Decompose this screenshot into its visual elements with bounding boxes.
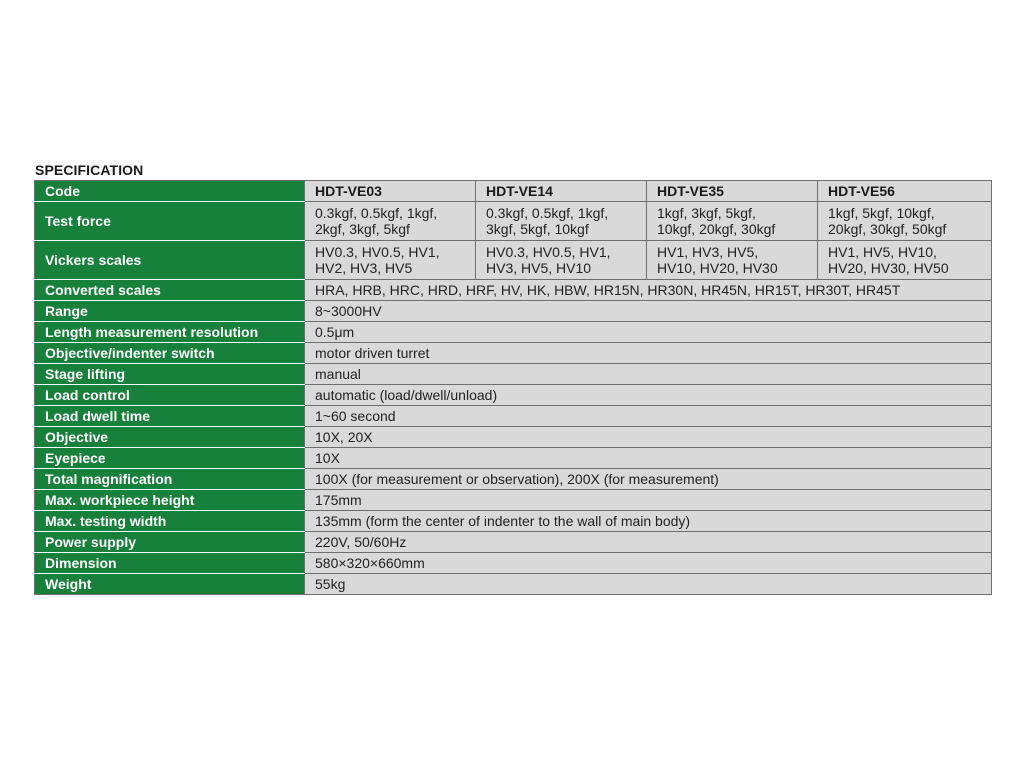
model-header: HDT-VE03: [305, 181, 476, 202]
spec-row: [35, 343, 992, 364]
row-label: Objective: [35, 427, 305, 448]
row-label: Total magnification: [35, 469, 305, 490]
spec-row: [35, 427, 992, 448]
spec-row-vickers-scales: [35, 241, 992, 280]
spec-row: [35, 511, 992, 532]
spec-row: [35, 553, 992, 574]
header-row: [35, 181, 992, 202]
row-value: 100X (for measurement or observation), 200X (for measurement): [305, 469, 992, 490]
row-label: Weight: [35, 574, 305, 595]
spec-row: [35, 280, 992, 301]
row-label: Objective/indenter switch: [35, 343, 305, 364]
spec-row-test-force: [35, 202, 992, 241]
row-value: 175mm: [305, 490, 992, 511]
row-value: 55kg: [305, 574, 992, 595]
spec-row: [35, 301, 992, 322]
table-cell: 1kgf, 5kgf, 10kgf, 20kgf, 30kgf, 50kgf: [818, 202, 992, 241]
table-cell: HV0.3, HV0.5, HV1, HV3, HV5, HV10: [476, 241, 647, 280]
row-value: motor driven turret: [305, 343, 992, 364]
header-label: Code: [35, 181, 305, 202]
row-value: HRA, HRB, HRC, HRD, HRF, HV, HK, HBW, HR15N, HR30N, HR45N, HR15T, HR30T, HR45T: [305, 280, 992, 301]
spec-row: [35, 448, 992, 469]
row-label: Test force: [35, 202, 305, 241]
specification-table: [34, 180, 992, 595]
row-value: 135mm (form the center of indenter to the wall of main body): [305, 511, 992, 532]
row-value: 0.5μm: [305, 322, 992, 343]
row-value: manual: [305, 364, 992, 385]
row-value: 580×320×660mm: [305, 553, 992, 574]
row-label: Dimension: [35, 553, 305, 574]
spec-row: [35, 574, 992, 595]
row-value: 8~3000HV: [305, 301, 992, 322]
section-title: SPECIFICATION: [35, 162, 144, 178]
spec-row: [35, 385, 992, 406]
row-label: Max. workpiece height: [35, 490, 305, 511]
row-label: Length measurement resolution: [35, 322, 305, 343]
row-label: Power supply: [35, 532, 305, 553]
table-cell: 1kgf, 3kgf, 5kgf, 10kgf, 20kgf, 30kgf: [647, 202, 818, 241]
row-value: automatic (load/dwell/unload): [305, 385, 992, 406]
row-label: Max. testing width: [35, 511, 305, 532]
model-header: HDT-VE35: [647, 181, 818, 202]
row-label: Converted scales: [35, 280, 305, 301]
spec-row: [35, 490, 992, 511]
spec-row: [35, 364, 992, 385]
row-label: Eyepiece: [35, 448, 305, 469]
model-header: HDT-VE14: [476, 181, 647, 202]
spec-row: [35, 322, 992, 343]
table-cell: 0.3kgf, 0.5kgf, 1kgf, 3kgf, 5kgf, 10kgf: [476, 202, 647, 241]
row-value: 10X, 20X: [305, 427, 992, 448]
table-cell: HV0.3, HV0.5, HV1, HV2, HV3, HV5: [305, 241, 476, 280]
row-value: 220V, 50/60Hz: [305, 532, 992, 553]
spec-row: [35, 469, 992, 490]
row-value: 10X: [305, 448, 992, 469]
model-header: HDT-VE56: [818, 181, 992, 202]
table-cell: HV1, HV3, HV5, HV10, HV20, HV30: [647, 241, 818, 280]
row-label: Load dwell time: [35, 406, 305, 427]
row-label: Stage lifting: [35, 364, 305, 385]
row-label: Vickers scales: [35, 241, 305, 280]
table-cell: HV1, HV5, HV10, HV20, HV30, HV50: [818, 241, 992, 280]
table-cell: 0.3kgf, 0.5kgf, 1kgf, 2kgf, 3kgf, 5kgf: [305, 202, 476, 241]
row-label: Load control: [35, 385, 305, 406]
spec-row: [35, 532, 992, 553]
row-value: 1~60 second: [305, 406, 992, 427]
spec-row: [35, 406, 992, 427]
row-label: Range: [35, 301, 305, 322]
